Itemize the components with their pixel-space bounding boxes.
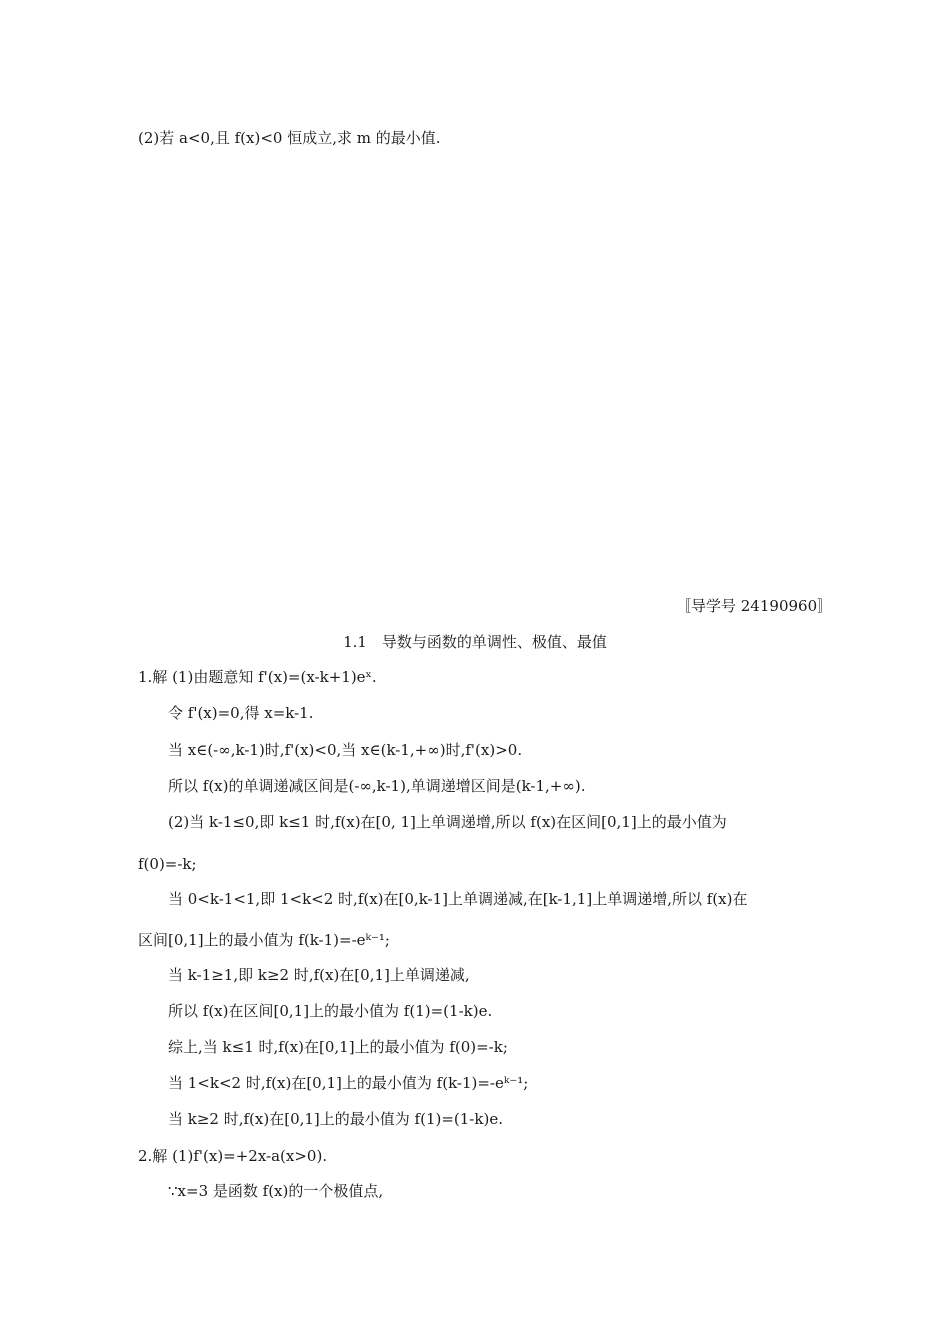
solution-line: 当 0<k-1<1,即 1<k<2 时,f(x)在[0,k-1]上单调递减,在[k-1,1]上单调递增,所以 f(x)在 — [168, 890, 748, 908]
section-title: 1.1 导数与函数的单调性、极值、最值 — [343, 633, 607, 651]
solution-line: (2)当 k-1≤0,即 k≤1 时,f(x)在[0, 1]上单调递增,所以 f(x)在区间[0,1]上的最小值为 — [168, 813, 727, 831]
problem-statement: (2)若 a<0,且 f(x)<0 恒成立,求 m 的最小值. — [138, 129, 441, 147]
solution-line: 当 k-1≥1,即 k≥2 时,f(x)在[0,1]上单调递减, — [168, 966, 470, 984]
solution-line: 2.解 (1)f'(x)=+2x-a(x>0). — [138, 1147, 328, 1165]
solution-line: 所以 f(x)在区间[0,1]上的最小值为 f(1)=(1-k)e. — [168, 1002, 493, 1020]
solution-line: 令 f'(x)=0,得 x=k-1. — [168, 704, 314, 722]
solution-line: 区间[0,1]上的最小值为 f(k-1)=-eᵏ⁻¹; — [138, 931, 390, 949]
solution-line: f(0)=-k; — [138, 855, 197, 873]
solution-line: 当 x∈(-∞,k-1)时,f'(x)<0,当 x∈(k-1,+∞)时,f'(x)>0. — [168, 741, 523, 759]
solution-line: 1.解 (1)由题意知 f'(x)=(x-k+1)eˣ. — [138, 668, 377, 686]
solution-line: 当 k≥2 时,f(x)在[0,1]上的最小值为 f(1)=(1-k)e. — [168, 1110, 503, 1128]
reference-number: 〚导学号 24190960〛 — [676, 597, 833, 615]
solution-line: 当 1<k<2 时,f(x)在[0,1]上的最小值为 f(k-1)=-eᵏ⁻¹; — [168, 1074, 529, 1092]
solution-line: 综上,当 k≤1 时,f(x)在[0,1]上的最小值为 f(0)=-k; — [168, 1038, 508, 1056]
solution-line: 所以 f(x)的单调递减区间是(-∞,k-1),单调递增区间是(k-1,+∞). — [168, 777, 586, 795]
solution-line: ∵x=3 是函数 f(x)的一个极值点, — [168, 1182, 384, 1200]
